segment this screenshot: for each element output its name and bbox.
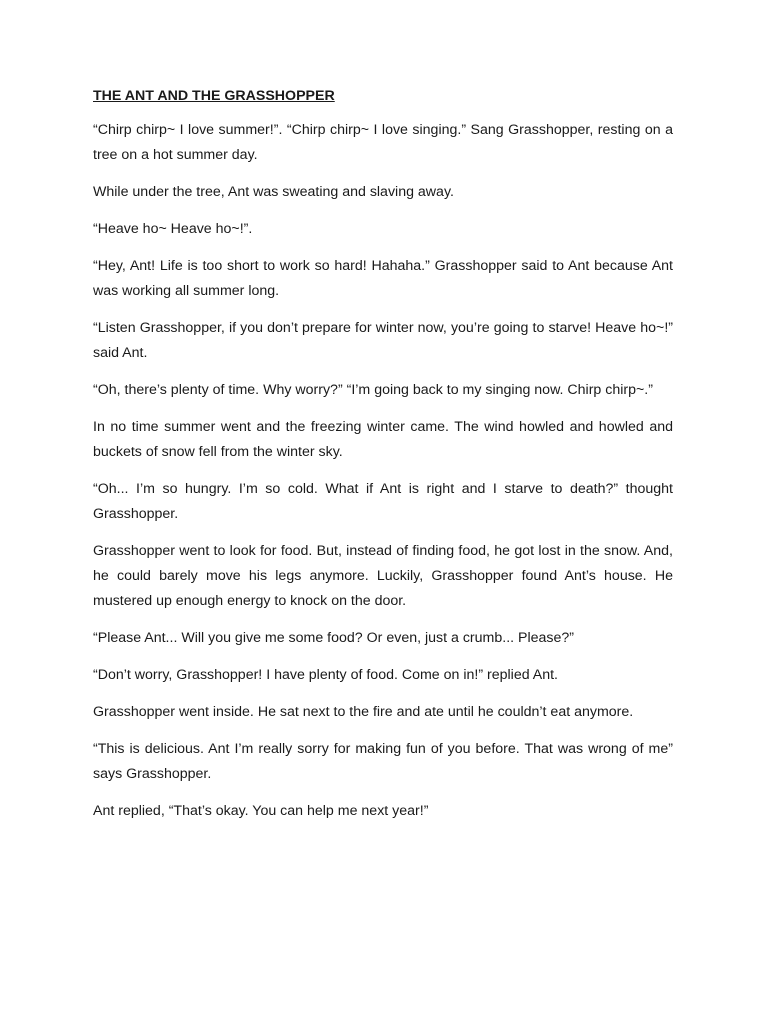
paragraph: “Oh... I’m so hungry. I’m so cold. What if Ant is right and I starve to death?” thought Grasshopper.: [93, 481, 673, 522]
paragraph: “Please Ant... Will you give me some food? Or even, just a crumb... Please?”: [93, 630, 575, 646]
document-body: [93, 84, 673, 836]
paragraph: Grasshopper went to look for food. But, instead of finding food, he got lost in the snow. And, he could barely move his legs anymore. Luckily, Grasshopper found Ant’s house. He mustered up enough energy to knock on the door.: [93, 543, 673, 609]
paragraph: “Heave ho~ Heave ho~!”.: [93, 221, 253, 237]
paragraph: Ant replied, “That’s okay. You can help me next year!”: [93, 803, 429, 819]
paragraph: “This is delicious. Ant I’m really sorry for making fun of you before. That was wrong of me” says Grasshopper.: [93, 741, 673, 782]
paragraph: While under the tree, Ant was sweating and slaving away.: [93, 184, 454, 200]
paragraph: “Oh, there’s plenty of time. Why worry?” “I’m going back to my singing now. Chirp chirp~.”: [93, 382, 653, 398]
paragraph: In no time summer went and the freezing winter came. The wind howled and howled and buckets of snow fell from the winter sky.: [93, 419, 673, 460]
document-title: THE ANT AND THE GRASSHOPPER: [93, 88, 335, 104]
paragraph: Grasshopper went inside. He sat next to the fire and ate until he couldn’t eat anymore.: [93, 704, 634, 720]
paragraph: “Chirp chirp~ I love summer!”. “Chirp chirp~ I love singing.” Sang Grasshopper, resting on a tree on a hot summer day.: [93, 122, 673, 163]
paragraph: “Don’t worry, Grasshopper! I have plenty of food. Come on in!” replied Ant.: [93, 667, 558, 683]
paragraph: “Listen Grasshopper, if you don’t prepare for winter now, you’re going to starve! Heave ho~!” said Ant.: [93, 320, 673, 361]
paragraph: “Hey, Ant! Life is too short to work so hard! Hahaha.” Grasshopper said to Ant because Ant was working all summer long.: [93, 258, 673, 299]
